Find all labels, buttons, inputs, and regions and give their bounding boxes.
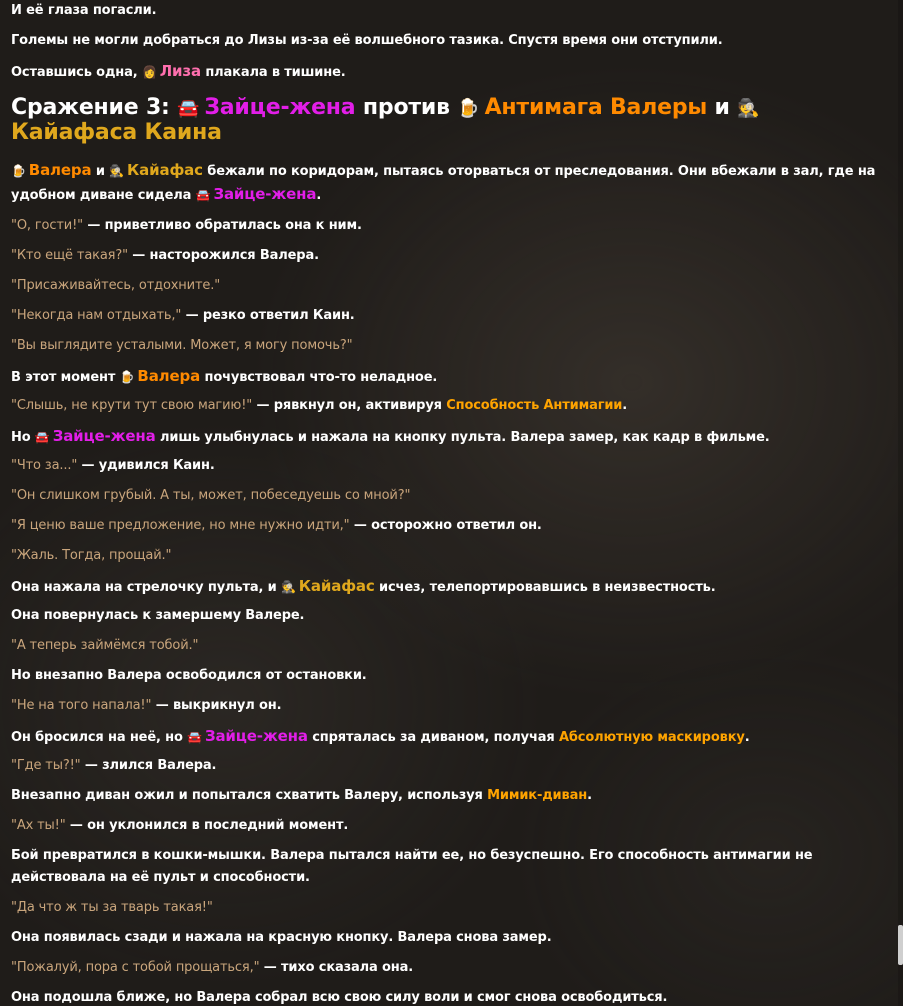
story-paragraph: [11, 785, 883, 815]
detective-icon: 🕵: [109, 164, 125, 178]
dialogue-quote: "Жаль. Тогда, прощай.": [11, 548, 172, 563]
dialogue-quote: "Присаживайтесь, отдохните.": [11, 278, 221, 293]
dialogue-tail: — он уклонился в последний момент.: [69, 818, 349, 833]
ability-name: Мимик-диван: [487, 788, 588, 803]
character-name-kaifas: Кайафас: [127, 161, 203, 179]
battle-heading-prefix: Сражение 3:: [11, 95, 170, 120]
character-name-valera: Валера: [137, 367, 201, 385]
dialogue-tail: — выкрикнул он.: [155, 698, 282, 713]
dialogue-quote: "Не на того напала!": [11, 698, 152, 713]
scrollbar-thumb[interactable]: [898, 925, 903, 965]
scrollbar-track[interactable]: [898, 0, 903, 1006]
dialogue-quote: "Слышь, не крути тут свою магию!": [11, 398, 253, 413]
beer-icon: 🍺: [11, 164, 26, 178]
paragraph-text: .: [744, 730, 750, 745]
car-icon: 🚘: [187, 730, 202, 744]
dialogue-quote: "О, гости!": [11, 218, 83, 233]
dialogue-quote: "Пожалуй, пора с тобой прощаться,": [11, 960, 260, 975]
dialogue-quote: "Я ценю ваше предложение, но мне нужно идти,": [11, 518, 350, 533]
dialogue-tail: — рявкнул он, активируя: [256, 398, 442, 413]
dialogue-tail: — тихо сказала она.: [263, 960, 414, 975]
dialogue-quote: "Некогда нам отдыхать,": [11, 308, 182, 323]
dialogue-tail: — приветливо обратилась она к ним.: [87, 218, 362, 233]
battle-heading-connector: и: [714, 95, 730, 120]
detective-icon: 🕵: [737, 98, 760, 119]
story-paragraph: [11, 575, 883, 605]
paragraph-text: исчез, телепортировавшись в неизвестность.: [379, 580, 716, 595]
story-paragraph: Она подошла ближе, но Валера собрал всю свою силу воли и смог снова освободиться.: [11, 990, 668, 1005]
dialogue-line: [11, 755, 883, 785]
paragraph-text: .: [622, 398, 628, 413]
character-name-zaice: Зайце-жена: [204, 95, 356, 120]
dialogue-tail: — резко ответил Каин.: [185, 308, 355, 323]
dialogue-quote: "Где ты?!": [11, 758, 81, 773]
paragraph-text: лишь улыбнулась и нажала на кнопку пульта. Валера замер, как кадр в фильме.: [160, 430, 770, 445]
car-icon: 🚘: [34, 430, 50, 444]
dialogue-line: [11, 275, 883, 305]
story-content: [11, 0, 883, 1006]
beer-icon: 🍺: [119, 370, 135, 384]
story-paragraph: [11, 365, 883, 395]
dialogue-line: [11, 245, 883, 275]
paragraph-text: Оставшись одна,: [11, 65, 138, 80]
paragraph-text: Она нажала на стрелочку пульта, и: [11, 580, 277, 595]
dialogue-line: [11, 485, 883, 515]
paragraph-text: .: [587, 788, 592, 803]
character-name-zaice: Зайце-жена: [204, 727, 308, 745]
dialogue-quote: "Ах ты!": [11, 818, 66, 833]
beer-icon: 🍺: [457, 98, 480, 119]
story-paragraph: Она появилась сзади и нажала на красную кнопку. Валера снова замер.: [11, 930, 552, 945]
car-icon: 🚘: [177, 98, 200, 119]
dialogue-line: [11, 305, 883, 335]
story-paragraph: [11, 725, 883, 755]
dialogue-quote: "Что за...": [11, 458, 78, 473]
paragraph-text: Он бросился на неё, но: [11, 730, 183, 745]
ability-name: Абсолютную маскировку: [558, 730, 745, 745]
dialogue-tail: — удивился Каин.: [81, 458, 215, 473]
character-name-zaice: Зайце-жена: [213, 185, 317, 203]
paragraph-text: и: [95, 164, 105, 179]
dialogue-tail: — насторожился Валера.: [132, 248, 319, 263]
dialogue-line: [11, 957, 883, 987]
ability-name: Способность Антимагии: [446, 398, 623, 413]
girl-icon: 👩: [141, 65, 157, 79]
dialogue-line: [11, 897, 883, 927]
paragraph-text: бежали по коридорам, пытаясь оторваться от преследования. Они вбежали в зал, где на удобном диване сидела: [11, 164, 876, 203]
dialogue-quote: "Кто ещё такая?": [11, 248, 128, 263]
dialogue-line: [11, 335, 883, 365]
character-name-valera: Антимага Валеры: [484, 95, 708, 120]
dialogue-line: [11, 215, 883, 245]
dialogue-line: [11, 635, 883, 665]
paragraph-text: .: [316, 188, 322, 203]
paragraph-text: В этот момент: [11, 370, 116, 385]
detective-icon: 🕵: [280, 580, 296, 594]
paragraph-text: почувствовал что-то неладное.: [204, 370, 438, 385]
paragraph-text: Но: [11, 430, 31, 445]
dialogue-line: [11, 455, 883, 485]
story-paragraph: [11, 60, 883, 90]
dialogue-quote: "Да что ж ты за тварь такая!": [11, 900, 213, 915]
character-name-kaifas: Кайафас: [298, 577, 375, 595]
character-name-kaifas: Кайафаса Каина: [11, 120, 222, 145]
battle-heading-connector: против: [362, 95, 450, 120]
story-paragraph: [11, 159, 883, 207]
character-name-liza: Лиза: [159, 62, 201, 80]
story-paragraph: Бой превратился в кошки-мышки. Валера пытался найти ее, но безуспешно. Его способность антимагии не действовала на её пульт и способности.: [11, 848, 813, 885]
character-name-zaice: Зайце-жена: [52, 427, 156, 445]
battle-heading: [11, 96, 883, 145]
dialogue-quote: "А теперь займёмся тобой.": [11, 638, 199, 653]
car-icon: 🚘: [195, 188, 211, 202]
story-paragraph: [11, 425, 883, 455]
story-paragraph: Големы не могли добраться до Лизы из-за её волшебного тазика. Спустя время они отступили.: [11, 33, 723, 48]
dialogue-quote: "Вы выглядите усталыми. Может, я могу помочь?": [11, 338, 353, 353]
dialogue-quote: "Он слишком грубый. А ты, может, побеседуешь со мной?": [11, 488, 411, 503]
story-paragraph: Она повернулась к замершему Валере.: [11, 608, 305, 623]
dialogue-line: [11, 815, 883, 845]
paragraph-text: плакала в тишине.: [205, 65, 346, 80]
paragraph-text: Внезапно диван ожил и попытался схватить Валеру, используя: [11, 788, 483, 803]
character-name-valera: Валера: [28, 161, 92, 179]
story-paragraph: Но внезапно Валера освободился от остановки.: [11, 668, 367, 683]
dialogue-line: [11, 515, 883, 545]
story-paragraph: И её глаза погасли.: [11, 3, 157, 18]
paragraph-text: спряталась за диваном, получая: [312, 730, 555, 745]
dialogue-line: [11, 395, 883, 425]
dialogue-tail: — злился Валера.: [84, 758, 217, 773]
dialogue-tail: — осторожно ответил он.: [353, 518, 542, 533]
dialogue-line: [11, 545, 883, 575]
dialogue-line: [11, 695, 883, 725]
